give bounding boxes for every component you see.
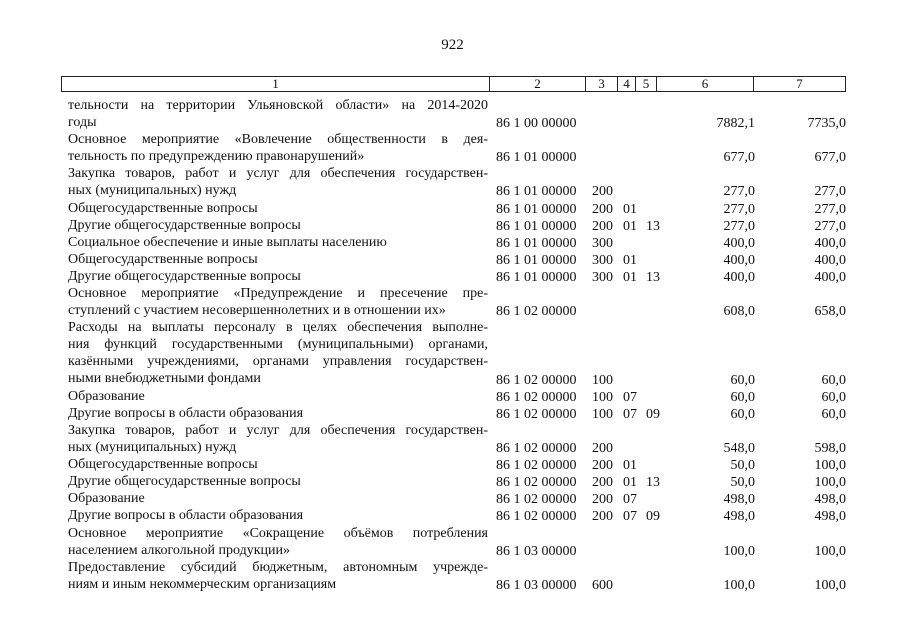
row-code: 86 1 01 00000 bbox=[496, 184, 577, 200]
row-subsection: 13 bbox=[646, 475, 660, 491]
row-description-line: Общегосударственные вопросы bbox=[68, 251, 258, 267]
row-description-line: Другие вопросы в области образования bbox=[68, 508, 304, 524]
row-amount-col7: 100,0 bbox=[814, 577, 846, 593]
row-code: 86 1 02 00000 bbox=[496, 492, 577, 508]
row-code: 86 1 01 00000 bbox=[496, 270, 577, 285]
row-amount-col7: 277,0 bbox=[814, 201, 846, 217]
row-expense-type: 600 bbox=[592, 577, 613, 593]
row-code: 86 1 02 00000 bbox=[496, 389, 577, 405]
row-expense-type: 300 bbox=[592, 270, 613, 285]
row-subsection: 09 bbox=[646, 509, 660, 525]
row-amount-col7: 658,0 bbox=[814, 304, 846, 320]
row-code: 86 1 02 00000 bbox=[496, 372, 577, 388]
table-row bbox=[0, 165, 905, 199]
row-expense-type: 200 bbox=[592, 475, 613, 491]
budget-table-body bbox=[0, 97, 905, 640]
row-description-line: Образование bbox=[68, 491, 145, 507]
row-description-line: Предоставление субсидий бюджетным, автономным учрежде- bbox=[68, 559, 488, 575]
row-code: 86 1 02 00000 bbox=[496, 304, 577, 320]
row-description-line: Общегосударственные вопросы bbox=[68, 200, 258, 216]
row-code: 86 1 02 00000 bbox=[496, 458, 577, 474]
row-amount-col6: 277,0 bbox=[723, 218, 755, 234]
row-section: 01 bbox=[623, 458, 637, 474]
row-amount-col7: 60,0 bbox=[821, 406, 846, 422]
row-code: 86 1 01 00000 bbox=[496, 235, 577, 251]
row-code: 86 1 01 00000 bbox=[496, 150, 577, 166]
row-description-line: Другие общегосударственные вопросы bbox=[68, 217, 301, 233]
row-section: 01 bbox=[623, 252, 637, 268]
row-description bbox=[68, 559, 488, 593]
row-description-line: Основное мероприятие «Сокращение объёмов потребления bbox=[68, 525, 488, 541]
column-header-4: 4 bbox=[623, 76, 630, 91]
row-description bbox=[68, 131, 488, 165]
row-amount-col6: 498,0 bbox=[723, 492, 755, 508]
row-description-line: Социальное обеспечение и иные выплаты населению bbox=[68, 234, 387, 250]
row-code: 86 1 02 00000 bbox=[496, 406, 577, 422]
row-description bbox=[68, 319, 488, 387]
page-number: 922 bbox=[441, 37, 464, 53]
table-row bbox=[0, 285, 905, 319]
row-expense-type: 200 bbox=[592, 440, 613, 456]
row-description-line: Основное мероприятие «Предупреждение и пресечение пре- bbox=[68, 286, 488, 302]
row-description-line: казёнными учреждениями, органами управления государствен- bbox=[68, 354, 488, 370]
row-amount-col7: 677,0 bbox=[814, 150, 846, 166]
column-header-row bbox=[61, 76, 846, 92]
row-amount-col6: 50,0 bbox=[730, 458, 755, 474]
table-row bbox=[0, 131, 905, 165]
row-amount-col7: 400,0 bbox=[814, 270, 846, 285]
row-description bbox=[68, 217, 488, 234]
row-amount-col6: 7882,1 bbox=[716, 116, 755, 132]
row-description bbox=[68, 405, 488, 422]
row-description-line: Расходы на выплаты персоналу в целях обеспечения выполне- bbox=[68, 320, 488, 336]
row-code: 86 1 03 00000 bbox=[496, 543, 577, 559]
row-description bbox=[68, 200, 488, 217]
row-description-line: ных (муниципальных) нужд bbox=[68, 439, 237, 455]
row-amount-col6: 400,0 bbox=[723, 235, 755, 251]
row-amount-col7: 277,0 bbox=[814, 218, 846, 234]
table-row bbox=[0, 97, 905, 131]
row-expense-type: 300 bbox=[592, 235, 613, 251]
row-code: 86 1 01 00000 bbox=[496, 201, 577, 217]
row-subsection: 09 bbox=[646, 406, 660, 422]
row-amount-col7: 400,0 bbox=[814, 252, 846, 268]
row-section: 07 bbox=[623, 389, 637, 405]
row-code: 86 1 00 00000 bbox=[496, 116, 577, 132]
row-section: 01 bbox=[623, 475, 637, 491]
row-description-line: населением алкогольной продукции» bbox=[68, 542, 291, 558]
row-expense-type: 100 bbox=[592, 406, 613, 422]
table-row bbox=[0, 251, 905, 268]
row-amount-col6: 277,0 bbox=[723, 201, 755, 217]
row-amount-col7: 498,0 bbox=[814, 492, 846, 508]
row-amount-col6: 548,0 bbox=[723, 440, 755, 456]
row-description-line: Другие вопросы в области образования bbox=[68, 405, 304, 421]
row-amount-col6: 277,0 bbox=[723, 184, 755, 200]
table-row bbox=[0, 200, 905, 217]
row-section: 01 bbox=[623, 270, 637, 285]
row-amount-col7: 400,0 bbox=[814, 235, 846, 251]
row-description-line: тельность по предупреждению правонарушений» bbox=[68, 149, 365, 165]
table-row bbox=[0, 559, 905, 593]
row-description bbox=[68, 251, 488, 268]
row-amount-col7: 60,0 bbox=[821, 389, 846, 405]
row-expense-type: 200 bbox=[592, 184, 613, 200]
column-header-7: 7 bbox=[796, 76, 803, 91]
row-description bbox=[68, 234, 488, 251]
table-row bbox=[0, 422, 905, 456]
table-row bbox=[0, 388, 905, 405]
row-code: 86 1 03 00000 bbox=[496, 577, 577, 593]
table-row bbox=[0, 405, 905, 422]
row-amount-col7: 598,0 bbox=[814, 440, 846, 456]
row-expense-type: 300 bbox=[592, 252, 613, 268]
row-amount-col6: 60,0 bbox=[730, 389, 755, 405]
row-amount-col6: 400,0 bbox=[723, 270, 755, 285]
row-amount-col6: 100,0 bbox=[723, 543, 755, 559]
row-section: 07 bbox=[623, 492, 637, 508]
row-code: 86 1 01 00000 bbox=[496, 252, 577, 268]
row-code: 86 1 02 00000 bbox=[496, 475, 577, 491]
row-subsection: 13 bbox=[646, 270, 660, 285]
row-description-line: ния функций государственными (муниципальными) органами, bbox=[68, 337, 488, 353]
row-description-line: Образование bbox=[68, 388, 145, 404]
row-amount-col6: 60,0 bbox=[730, 372, 755, 388]
column-header-6: 6 bbox=[701, 76, 709, 91]
row-expense-type: 200 bbox=[592, 458, 613, 474]
row-expense-type: 200 bbox=[592, 509, 613, 525]
row-description-line: Закупка товаров, работ и услуг для обеспечения государствен- bbox=[68, 422, 488, 438]
row-description bbox=[68, 268, 488, 285]
row-expense-type: 200 bbox=[592, 218, 613, 234]
table-row bbox=[0, 507, 905, 524]
column-header-5: 5 bbox=[642, 76, 650, 91]
row-description-line: Другие общегосударственные вопросы bbox=[68, 269, 301, 284]
row-amount-col7: 277,0 bbox=[814, 184, 846, 200]
table-row bbox=[0, 490, 905, 507]
row-expense-type: 100 bbox=[592, 389, 613, 405]
column-header-3: 3 bbox=[598, 76, 605, 91]
table-row bbox=[0, 268, 905, 285]
row-amount-col7: 7735,0 bbox=[807, 116, 846, 132]
row-code: 86 1 02 00000 bbox=[496, 509, 577, 525]
row-description bbox=[68, 490, 488, 507]
row-expense-type: 100 bbox=[592, 372, 613, 388]
row-description bbox=[68, 165, 488, 199]
row-section: 01 bbox=[623, 201, 637, 217]
table-row bbox=[0, 234, 905, 251]
row-amount-col6: 498,0 bbox=[723, 509, 755, 525]
row-description-line: Другие общегосударственные вопросы bbox=[68, 474, 301, 490]
row-description-line: Основное мероприятие «Вовлечение общественности в дея- bbox=[68, 132, 488, 148]
row-amount-col7: 60,0 bbox=[821, 372, 846, 388]
row-section: 01 bbox=[623, 218, 637, 234]
table-row bbox=[0, 217, 905, 234]
row-subsection: 13 bbox=[646, 218, 660, 234]
row-description bbox=[68, 473, 488, 490]
row-description bbox=[68, 456, 488, 473]
row-amount-col7: 100,0 bbox=[814, 543, 846, 559]
row-section: 07 bbox=[623, 509, 637, 525]
row-amount-col6: 608,0 bbox=[723, 304, 755, 320]
row-code: 86 1 02 00000 bbox=[496, 440, 577, 456]
row-amount-col6: 50,0 bbox=[730, 475, 755, 491]
row-description-line: ниям и иным некоммерческим организациям bbox=[68, 576, 337, 592]
row-description bbox=[68, 285, 488, 319]
row-description-line: Общегосударственные вопросы bbox=[68, 457, 258, 473]
row-amount-col7: 498,0 bbox=[814, 509, 846, 525]
column-header-2: 2 bbox=[534, 76, 541, 91]
row-code: 86 1 01 00000 bbox=[496, 218, 577, 234]
row-description bbox=[68, 525, 488, 559]
row-amount-col6: 60,0 bbox=[730, 406, 755, 422]
row-description-line: тельности на территории Ульяновской области» на 2014-2020 bbox=[68, 98, 488, 113]
row-amount-col6: 677,0 bbox=[723, 150, 755, 166]
table-row bbox=[0, 319, 905, 387]
row-section: 07 bbox=[623, 406, 637, 422]
row-description bbox=[68, 422, 488, 456]
table-row bbox=[0, 473, 905, 490]
row-amount-col6: 100,0 bbox=[723, 577, 755, 593]
row-description-line: Закупка товаров, работ и услуг для обеспечения государствен- bbox=[68, 166, 488, 182]
table-row bbox=[0, 456, 905, 473]
row-amount-col7: 100,0 bbox=[814, 458, 846, 474]
row-description-line: годы bbox=[68, 115, 97, 130]
row-description bbox=[68, 388, 488, 405]
row-amount-col7: 100,0 bbox=[814, 475, 846, 491]
row-description bbox=[68, 507, 488, 524]
row-description bbox=[68, 97, 488, 131]
row-description-line: ных (муниципальных) нужд bbox=[68, 183, 237, 199]
table-row bbox=[0, 525, 905, 559]
column-header-1: 1 bbox=[272, 76, 279, 91]
row-amount-col6: 400,0 bbox=[723, 252, 755, 268]
row-expense-type: 200 bbox=[592, 492, 613, 508]
row-expense-type: 200 bbox=[592, 201, 613, 217]
row-description-line: ными внебюджетными фондами bbox=[68, 371, 261, 387]
row-description-line: ступлений с участием несовершеннолетних и в отношении их» bbox=[68, 303, 446, 319]
